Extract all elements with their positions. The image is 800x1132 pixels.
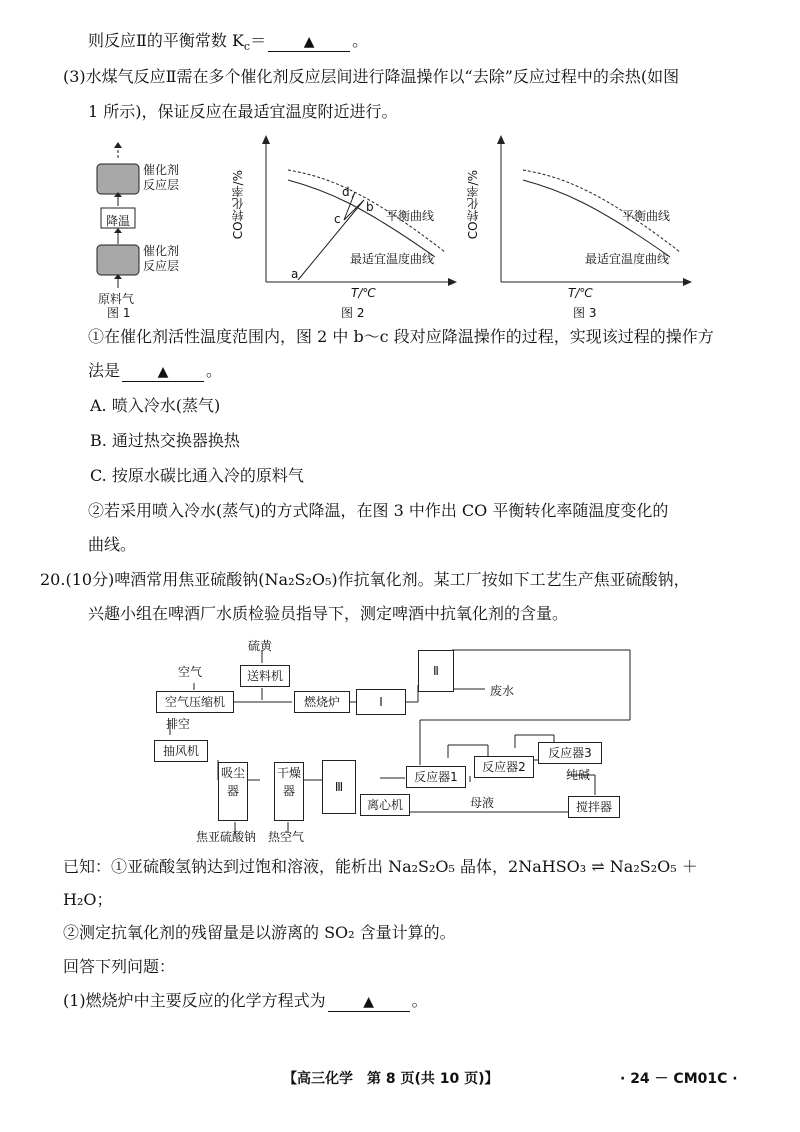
flow-feeder: 送料机 <box>240 665 290 687</box>
fig2-point-c: c <box>334 212 341 226</box>
fig1-catalyst-layer-bottom <box>97 245 139 275</box>
fig2-point-a: a <box>291 267 299 281</box>
q20-intro-line2: 兴趣小组在啤酒厂水质检验员指导下，测定啤酒中抗氧化剂的含量。 <box>88 604 569 623</box>
part3-line2: 1 所示)，保证反应在最适宜温度附近进行。 <box>88 102 398 121</box>
sub1-line1: ①在催化剂活性温度范围内，图 2 中 b～c 段对应降温操作的过程，实现该过程的操作方 <box>88 327 714 346</box>
flow-hot-air-label: 热空气 <box>268 830 305 844</box>
flow-air-label: 空气 <box>178 665 203 679</box>
fig2-y-arrow <box>262 135 270 144</box>
known-line2: H₂O； <box>63 890 113 909</box>
sub1-prefix: 法是 <box>88 361 121 380</box>
fig1-layer-bottom-label: 催化剂反应层 <box>143 244 180 273</box>
fig3-optimal-label: 最适宜温度曲线 <box>585 252 670 266</box>
fig3-y-arrow <box>497 135 505 144</box>
fig1-top-arrowhead <box>114 142 122 148</box>
sub1-line2 <box>88 360 222 382</box>
footer-page-info: 【高三化学 第 8 页(共 10 页)】 <box>283 1071 499 1087</box>
fig1-cooling-label: 降温 <box>106 214 131 228</box>
answer-blank-equation[interactable] <box>328 992 410 1012</box>
flow-product-label: 焦亚硫酸钠 <box>196 830 257 844</box>
flow-sulfur-label: 硫黄 <box>248 639 273 653</box>
known-line1: 已知：①亚硫酸氢钠达到过饱和溶液，能析出 Na₂S₂O₅ 晶体，2NaHSO₃ ⇌ Na₂S₂O₅ ＋ <box>63 857 698 876</box>
known-line3: ②测定抗氧化剂的残留量是以游离的 SO₂ 含量计算的。 <box>63 923 456 942</box>
flow-fan: 抽风机 <box>154 740 208 762</box>
flow-reactor-1: 反应器1 <box>406 766 466 788</box>
kc-equals: ＝ <box>250 31 267 50</box>
flow-furnace: 燃烧炉 <box>294 691 350 713</box>
fig3-x-arrow <box>683 278 692 286</box>
footer-code: · 24 － CM01C · <box>620 1071 738 1087</box>
flow-exhaust-label: 排空 <box>166 717 191 731</box>
fig1-caption: 图 1 <box>107 306 131 320</box>
kc-prefix: 则反应Ⅱ的平衡常数 K <box>88 31 244 50</box>
flow-unit-2: Ⅱ <box>418 650 454 692</box>
q20-sub1 <box>63 990 428 1012</box>
fig1-catalyst-layer-top <box>97 164 139 194</box>
option-b[interactable]: B. 通过热交换器换热 <box>90 431 240 450</box>
end-mark: 。 <box>352 31 369 50</box>
fig2-x-label: T/℃ <box>351 286 376 300</box>
blank-triangle: ▲ <box>157 364 169 380</box>
end-mark: 。 <box>411 991 428 1010</box>
flow-reactor-2: 反应器2 <box>474 756 534 778</box>
flow-mother-liquor-label: 母液 <box>470 796 495 810</box>
fig3-x-label: T/℃ <box>568 286 593 300</box>
answer-blank-kc[interactable] <box>268 32 350 52</box>
flow-dust-collector: 吸尘器 <box>218 762 248 821</box>
fig2-optimal-label: 最适宜温度曲线 <box>350 252 435 266</box>
q20-intro-line1: 20.(10分)啤酒常用焦亚硫酸钠(Na₂S₂O₅)作抗氧化剂。某工厂按如下工艺生产焦亚硫酸钠， <box>40 570 690 589</box>
option-a[interactable]: A. 喷入冷水(蒸气) <box>90 396 221 415</box>
flow-dryer: 干燥器 <box>274 762 304 821</box>
part3-line1: (3)水煤气反应Ⅱ需在多个催化剂反应层间进行降温操作以“去除”反应过程中的余热(如图 <box>63 67 680 86</box>
fig2-caption: 图 2 <box>341 306 365 320</box>
fig3-caption: 图 3 <box>573 306 597 320</box>
fig3-equilibrium-label: 平衡曲线 <box>622 209 671 223</box>
fig2-x-arrow <box>448 278 457 286</box>
fig2-point-d: d <box>342 185 350 199</box>
flow-waste-water-label: 废水 <box>490 684 515 698</box>
flow-reactor-3: 反应器3 <box>538 742 602 764</box>
q20-sub1-prefix: (1)燃烧炉中主要反应的化学方程式为 <box>63 991 326 1010</box>
end-mark: 。 <box>206 361 223 380</box>
fig3-y-label: CO转化率/% <box>466 170 480 240</box>
blank-triangle: ▲ <box>303 34 315 50</box>
flow-centrifuge: 离心机 <box>360 794 410 816</box>
fig1-feed-label: 原料气 <box>98 292 135 306</box>
sub2-line2: 曲线。 <box>88 535 137 554</box>
flow-unit-3: Ⅲ <box>322 760 356 814</box>
sub2-line1: ②若采用喷入冷水(蒸气)的方式降温，在图 3 中作出 CO 平衡转化率随温度变化的 <box>88 501 669 520</box>
flow-soda-label: 纯碱 <box>566 768 591 782</box>
fig2-point-b: b <box>366 200 374 214</box>
answer-prompt: 回答下列问题： <box>63 957 176 976</box>
flow-unit-1: Ⅰ <box>356 689 406 715</box>
answer-blank-method[interactable] <box>122 362 204 382</box>
flow-compressor: 空气压缩机 <box>156 691 234 713</box>
fig2-y-label: CO转化率/% <box>231 170 245 240</box>
fig2-equilibrium-label: 平衡曲线 <box>386 209 435 223</box>
option-c[interactable]: C. 按原水碳比通入冷的原料气 <box>90 466 304 485</box>
flow-mixer: 搅拌器 <box>568 796 620 818</box>
fig1-layer-top-label: 催化剂反应层 <box>143 163 180 192</box>
kc-subscript: c <box>243 40 251 54</box>
kc-line <box>88 30 368 58</box>
blank-triangle: ▲ <box>363 994 375 1010</box>
